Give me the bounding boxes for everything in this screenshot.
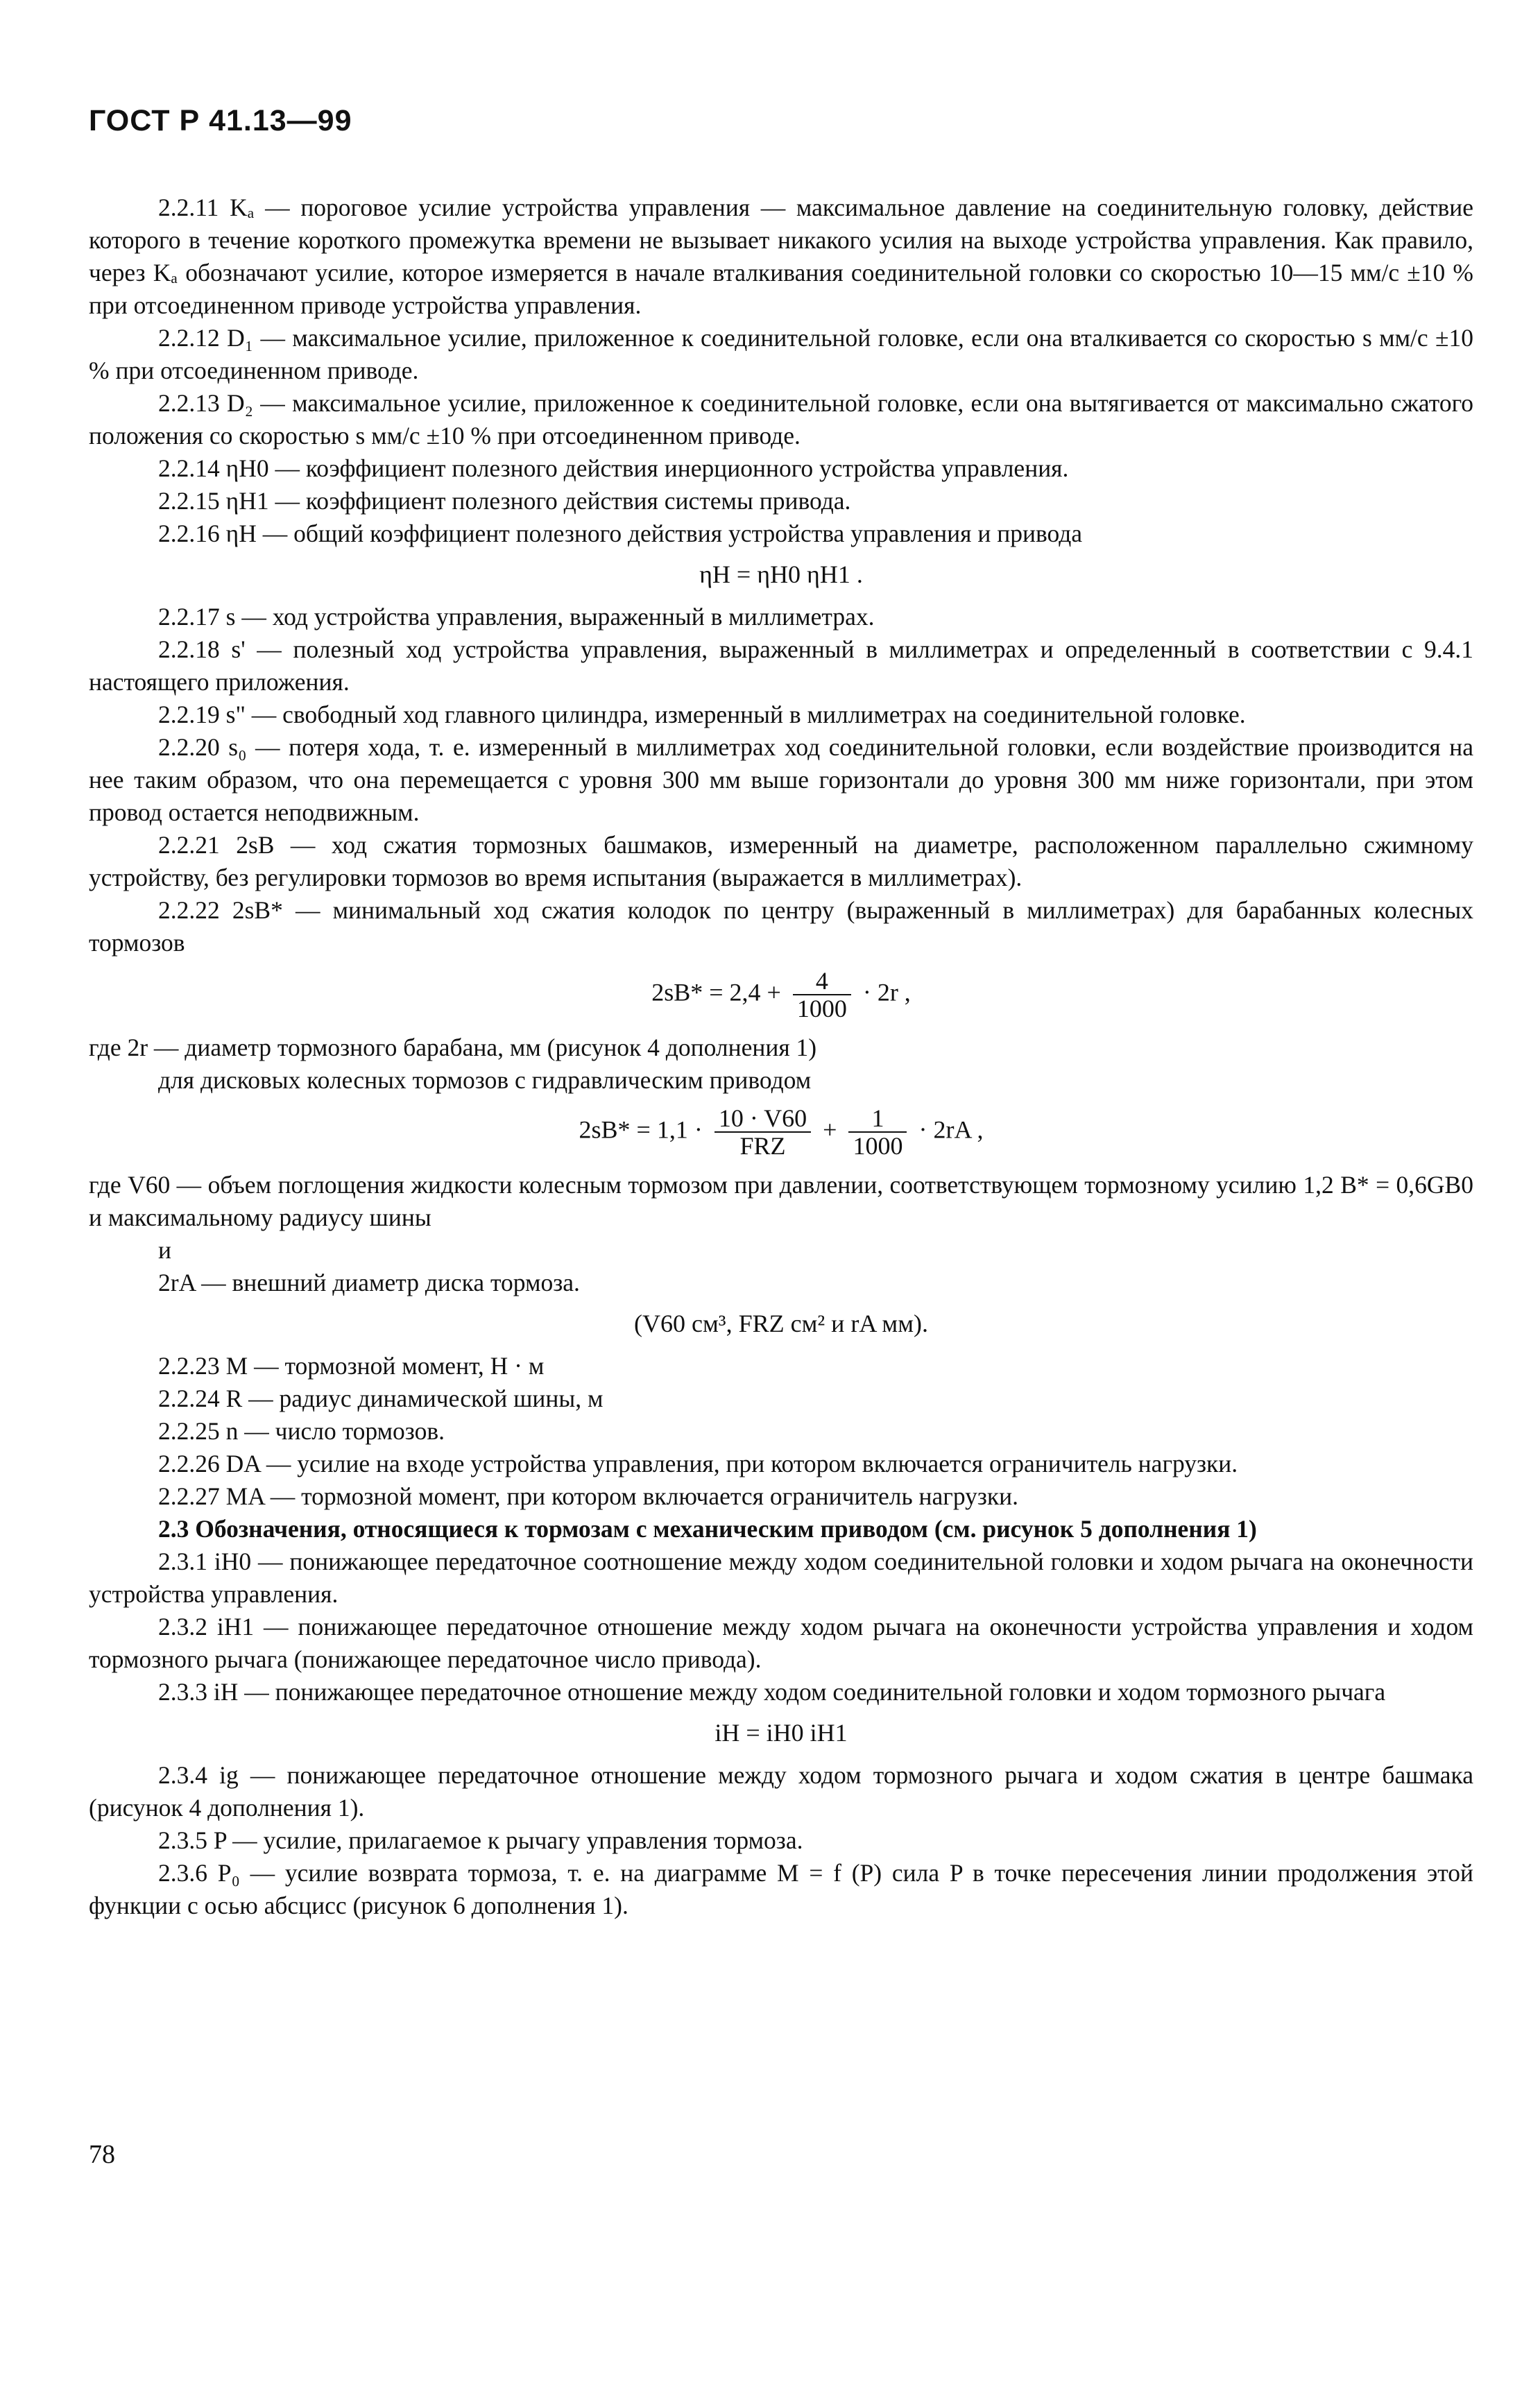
clause-2-2-23: 2.2.23 M — тормозной момент, Н · м bbox=[158, 1352, 545, 1380]
clause-2-3-6: 2.3.6 P₀ — усилие возврата тормоза, т. е. на диаграмме M = f (P) сила P в точке пересечения линии продолжения этой функции с осью абсцисс (рисунок 6 дополнения 1). bbox=[89, 1859, 1473, 1919]
clause-2-3-3: 2.3.3 iH — понижающее передаточное отношение между ходом соединительной головки и ходом тормозного рычага bbox=[158, 1678, 1386, 1706]
clause-2-2-12: 2.2.12 D₁ — максимальное усилие, приложенное к соединительной головке, если она вталкивается со скоростью s мм/с ±10 % при отсоединенном приводе. bbox=[89, 324, 1473, 384]
clause-2-2-15: 2.2.15 ηH1 — коэффициент полезного действия системы привода. bbox=[158, 487, 851, 515]
document-header: ГОСТ Р 41.13—99 bbox=[89, 104, 352, 137]
fraction-numerator: 10 · V60 bbox=[715, 1105, 811, 1133]
clause-2-2-22: 2.2.22 2sB* — минимальный ход сжатия колодок по центру (выраженный в миллиметрах) для барабанных колесных тормозов bbox=[89, 896, 1473, 957]
formula-drum-right: · 2r , bbox=[862, 978, 911, 1006]
formula-eta: ηH = ηH0 ηH1 . bbox=[699, 560, 863, 588]
clause-2-3-2: 2.3.2 iH1 — понижающее передаточное отношение между ходом рычага на оконечности устройства управления и ходом тормозного рычага (понижающее передаточное число привода). bbox=[89, 1613, 1473, 1673]
clause-2-2-17: 2.2.17 s — ход устройства управления, выраженный в миллиметрах. bbox=[158, 603, 875, 631]
clause-2-2-20: 2.2.20 s₀ — потеря хода, т. е. измеренный в миллиметрах ход соединительной головки, если воздействие производится на нее таким образом, что она перемещается с уровня 300 мм выше горизонтали до уровня 300 мм ниже горизонтали, при этом провод остается неподвижным. bbox=[89, 733, 1473, 826]
disc-intro: для дисковых колесных тормозов с гидравлическим приводом bbox=[158, 1066, 812, 1094]
page-number: 78 bbox=[89, 2140, 115, 2169]
section-heading-2-3: 2.3 Обозначения, относящиеся к тормозам с механическим приводом (см. рисунок 5 дополнения 1) bbox=[158, 1515, 1257, 1543]
where-v60: где V60 — объем поглощения жидкости колесным тормозом при давлении, соответствующем тормозному усилию 1,2 B* = 0,6GB0 и максимальному радиусу шины bbox=[89, 1171, 1473, 1231]
formula-disc-left: 2sB* = 1,1 · bbox=[579, 1115, 703, 1144]
clause-2-2-27: 2.2.27 MA — тормозной момент, при котором включается ограничитель нагрузки. bbox=[158, 1482, 1019, 1510]
formula-drum-left: 2sB* = 2,4 + bbox=[651, 978, 781, 1006]
formula-disc-right: · 2rA , bbox=[918, 1115, 984, 1144]
formula-i-h: iH = iH0 iH1 bbox=[715, 1719, 848, 1747]
clause-2-2-26: 2.2.26 DA — усилие на входе устройства управления, при котором включается ограничитель нагрузки. bbox=[158, 1450, 1238, 1477]
units-line: (V60 см³, FRZ см² и rA мм). bbox=[634, 1310, 928, 1337]
clause-2-3-5: 2.3.5 P — усилие, прилагаемое к рычагу управления тормоза. bbox=[158, 1826, 803, 1854]
clause-2-2-14: 2.2.14 ηH0 — коэффициент полезного действия инерционного устройства управления. bbox=[158, 454, 1069, 482]
clause-2-2-19: 2.2.19 s" — свободный ход главного цилиндра, измеренный в миллиметрах на соединительной головке. bbox=[158, 701, 1246, 728]
clause-2-3-4: 2.3.4 ig — понижающее передаточное отношение между ходом тормозного рычага и ходом сжатия в центре башмака (рисунок 4 дополнения 1). bbox=[89, 1761, 1473, 1822]
fraction-numerator: 1 bbox=[848, 1105, 907, 1133]
formula-disc-brake bbox=[89, 1105, 1473, 1159]
fraction-numerator: 4 bbox=[793, 968, 851, 995]
fraction-denominator: 1000 bbox=[853, 1132, 903, 1160]
and-word: и bbox=[158, 1236, 171, 1264]
fraction-denominator: 1000 bbox=[796, 995, 847, 1022]
where-2ra: 2rA — внешний диаметр диска тормоза. bbox=[158, 1269, 580, 1296]
fraction-denominator: FRZ bbox=[739, 1132, 786, 1160]
clause-2-2-16: 2.2.16 ηH — общий коэффициент полезного действия устройства управления и привода bbox=[158, 520, 1083, 547]
clause-2-2-21: 2.2.21 2sB — ход сжатия тормозных башмаков, измеренный на диаметре, расположенном параллельно сжимному устройству, без регулировки тормозов во время испытания (выражается в миллиметрах). bbox=[89, 831, 1473, 891]
formula-disc-plus: + bbox=[823, 1115, 837, 1144]
clause-2-2-18: 2.2.18 s' — полезный ход устройства управления, выраженный в миллиметрах и определенный в соответствии с 9.4.1 настоящего приложения. bbox=[89, 635, 1473, 696]
document-body bbox=[89, 191, 1473, 1922]
fraction-1-over-1000 bbox=[848, 1105, 907, 1159]
fraction-v60-over-frz bbox=[715, 1105, 811, 1159]
clause-2-2-25: 2.2.25 n — число тормозов. bbox=[158, 1417, 445, 1445]
clause-2-2-13: 2.2.13 D₂ — максимальное усилие, приложенное к соединительной головке, если она вытягивается от максимально сжатого положения со скоростью s мм/с ±10 % при отсоединенном приводе. bbox=[89, 389, 1473, 449]
fraction-4-over-1000 bbox=[793, 968, 851, 1022]
clause-2-2-24: 2.2.24 R — радиус динамической шины, м bbox=[158, 1385, 604, 1412]
clause-2-3-1: 2.3.1 iH0 — понижающее передаточное соотношение между ходом соединительной головки и ходом рычага на оконечности устройства управления. bbox=[89, 1548, 1473, 1608]
formula-drum-brake bbox=[89, 968, 1473, 1022]
clause-2-2-11: 2.2.11 Kₐ — пороговое усилие устройства управления — максимальное давление на соединительную головку, действие которого в течение короткого промежутка времени не вызывает никакого усилия на выходе устройства управления. Как правило, через Kₐ обозначают усилие, которое измеряется в начале вталкивания соединительной головки со скоростью 10—15 мм/с ±10 % при отсоединенном приводе устройства управления. bbox=[89, 194, 1473, 319]
where-2r: где 2r — диаметр тормозного барабана, мм (рисунок 4 дополнения 1) bbox=[89, 1034, 817, 1061]
